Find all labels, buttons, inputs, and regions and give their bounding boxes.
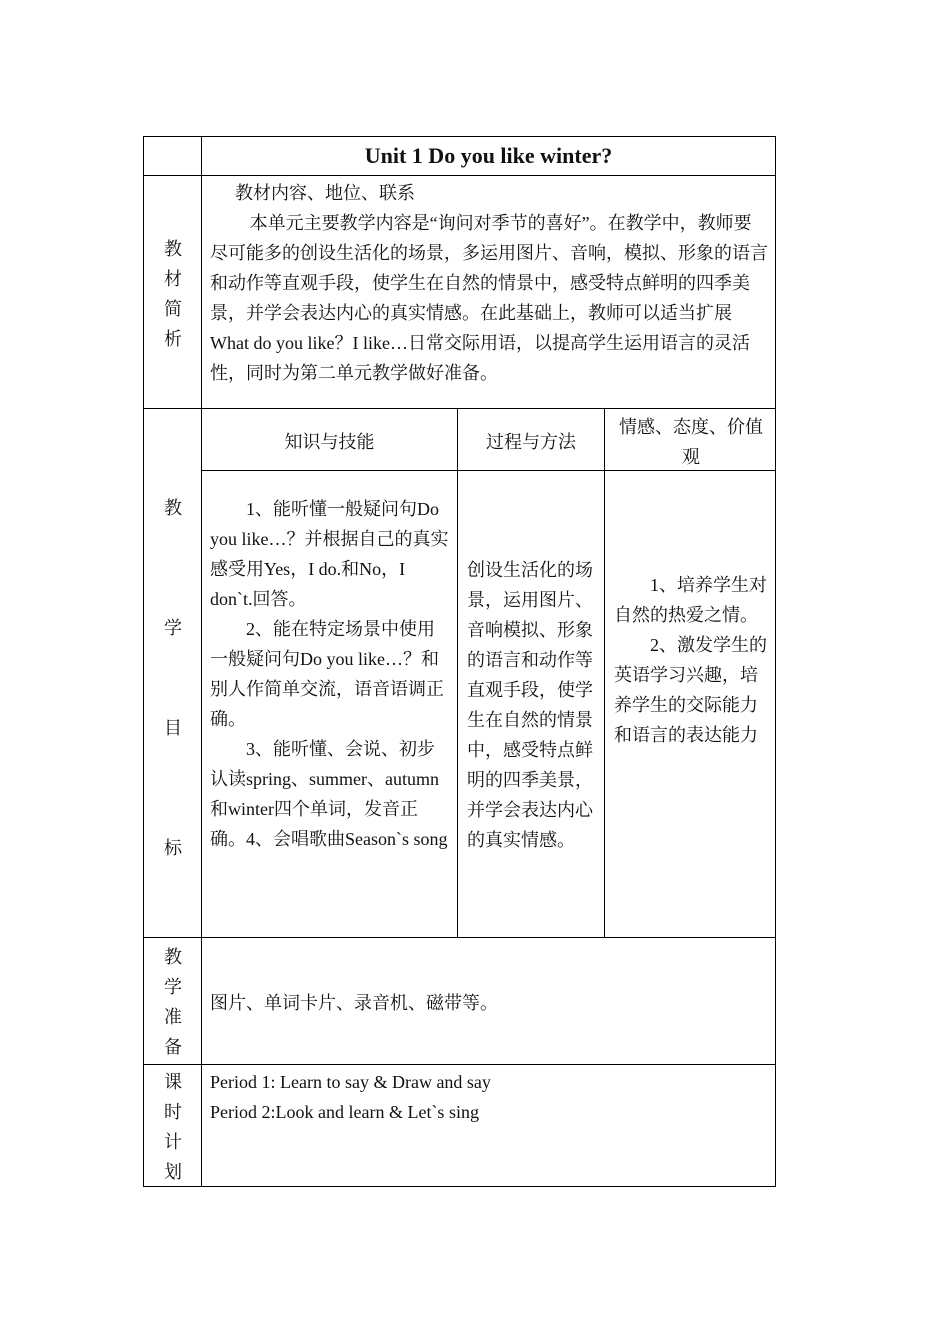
- label-char: 教: [164, 498, 182, 518]
- emotion-item: 1、培养学生对自然的热爱之情。: [614, 575, 767, 625]
- label-char: 学: [164, 618, 182, 638]
- row-divider: [143, 1064, 776, 1065]
- period-item: Period 1: Learn to say & Draw and say: [210, 1072, 491, 1092]
- label-char: 教: [164, 239, 182, 259]
- goals-label: [144, 493, 202, 863]
- preparation-label: [144, 942, 202, 1062]
- knowledge-item: 1、能听懂一般疑问句Do you like…？并根据自己的真实感受用Yes，I do.和No，I don`t.回答。: [210, 499, 449, 609]
- page-title: Unit 1 Do you like winter?: [364, 143, 613, 168]
- column-divider: [457, 408, 458, 938]
- label-char: 计: [164, 1132, 182, 1152]
- label-char: 课: [164, 1072, 182, 1092]
- label-char: 时: [164, 1102, 182, 1122]
- knowledge-list: [210, 494, 452, 854]
- label-char: 析: [164, 329, 182, 349]
- schedule-label: [144, 1067, 202, 1187]
- label-char: 划: [164, 1162, 182, 1182]
- label-char: 标: [164, 838, 182, 858]
- emotion-list: [614, 570, 770, 750]
- header-process: 过程与方法: [486, 432, 576, 452]
- preparation-text: 图片、单词卡片、录音机、磁带等。: [210, 993, 498, 1013]
- column-divider: [604, 408, 605, 938]
- row-divider: [143, 937, 776, 938]
- label-char: 材: [164, 269, 182, 289]
- knowledge-item: 2、能在特定场景中使用一般疑问句Do you like…？和别人作简单交流，语音语调正确。: [210, 619, 444, 729]
- knowledge-item: 3、能听懂、会说、初步认读spring、summer、autumn和winter四个单词，发音正确。4、会唱歌曲Season`s song: [210, 739, 448, 849]
- label-char: 目: [164, 718, 182, 738]
- label-char: 简: [164, 299, 182, 319]
- analysis-label: [144, 234, 202, 354]
- label-char: 学: [164, 977, 182, 997]
- row-divider: [143, 408, 776, 409]
- table-border-right: [775, 136, 776, 1187]
- label-char: 备: [164, 1037, 182, 1057]
- label-char: 教: [164, 947, 182, 967]
- header-knowledge: 知识与技能: [284, 432, 375, 452]
- schedule-list: [210, 1067, 770, 1127]
- process-text: 创设生活化的场景，运用图片、音响模拟、形象的语言和动作等直观手段，使学生在自然的情景中，感受特点鲜明的四季美景，并学会表达内心的真实情感。: [467, 560, 593, 850]
- period-item: Period 2:Look and learn & Let`s sing: [210, 1102, 479, 1122]
- analysis-body: 本单元主要教学内容是“询问对季节的喜好”。在教学中，教师要尽可能多的创设生活化的场景，多运用图片、音响，模拟、形象的语言和动作等直观手段，使学生在自然的情景中，感受特点鲜明的四季美景，并学会表达内心的真实情感。在此基础上，教师可以适当扩展What do you like？I like…日常交际用语，以提高学生运用语言的灵活性，同时为第二单元教学做好准备。: [210, 213, 768, 383]
- analysis-heading: 教材内容、地位、联系: [235, 183, 415, 203]
- header-emotion: 情感、态度、价值观: [619, 417, 763, 467]
- table-border-bottom: [143, 1186, 776, 1187]
- label-char: 准: [164, 1007, 182, 1027]
- emotion-item: 2、激发学生的英语学习兴趣，培养学生的交际能力和语言的表达能力: [614, 635, 767, 745]
